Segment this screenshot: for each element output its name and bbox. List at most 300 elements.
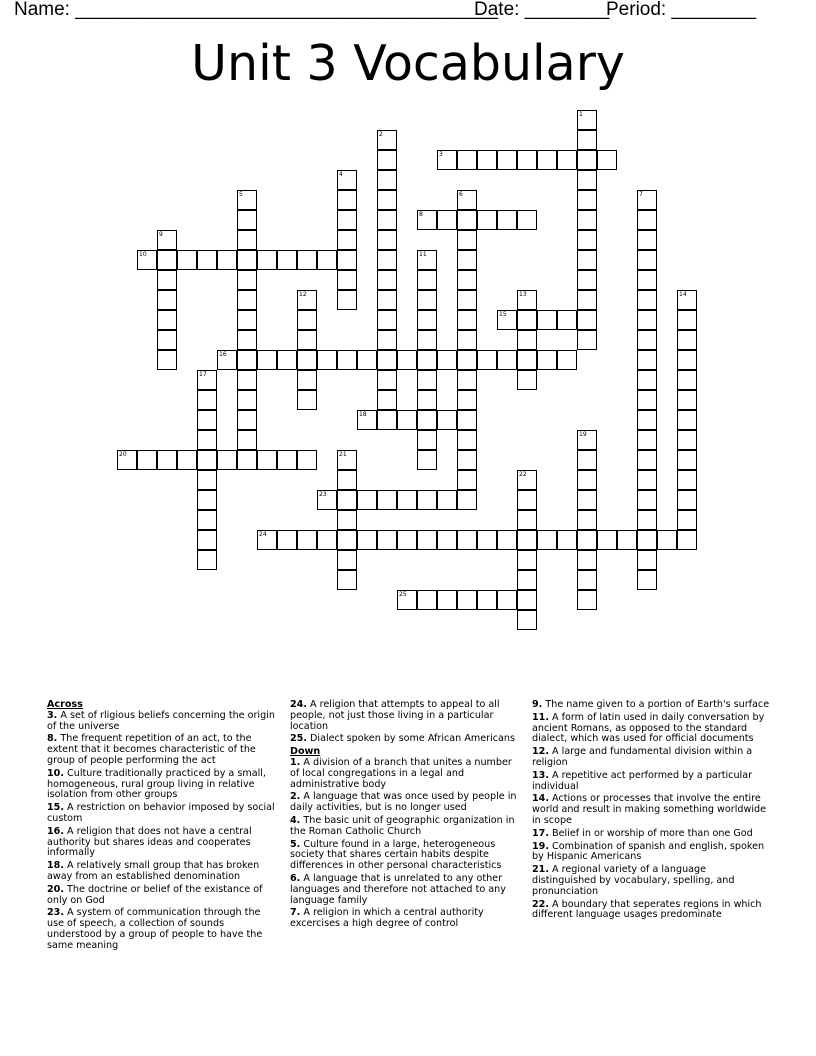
grid-cell[interactable] bbox=[477, 590, 497, 610]
clue-item-text: A repetitive act performed by a particular individual bbox=[532, 769, 753, 792]
grid-cell[interactable] bbox=[157, 350, 177, 370]
grid-cell[interactable] bbox=[417, 430, 437, 450]
clue-item bbox=[47, 769, 279, 801]
grid-cell[interactable] bbox=[417, 370, 437, 390]
grid-cell[interactable] bbox=[577, 110, 597, 130]
grid-cell[interactable] bbox=[577, 330, 597, 350]
grid-cell[interactable] bbox=[197, 490, 217, 510]
grid-cell[interactable] bbox=[417, 270, 437, 290]
grid-cell[interactable] bbox=[577, 270, 597, 290]
grid-cell[interactable] bbox=[337, 290, 357, 310]
clue-number: 18 bbox=[359, 411, 367, 418]
grid-cell[interactable] bbox=[157, 330, 177, 350]
grid-cell[interactable] bbox=[237, 390, 257, 410]
grid-cell[interactable] bbox=[417, 330, 437, 350]
grid-cell[interactable] bbox=[417, 350, 437, 370]
grid-cell[interactable] bbox=[237, 310, 257, 330]
grid-cell[interactable] bbox=[577, 550, 597, 570]
grid-cell[interactable] bbox=[297, 310, 317, 330]
grid-cell[interactable] bbox=[337, 210, 357, 230]
grid-cell[interactable] bbox=[577, 490, 597, 510]
clue-item-number: 13. bbox=[532, 769, 549, 781]
grid-cell[interactable] bbox=[297, 250, 317, 270]
grid-cell[interactable] bbox=[497, 590, 517, 610]
grid-cell[interactable] bbox=[637, 570, 657, 590]
clue-number: 25 bbox=[399, 591, 407, 598]
grid-cell[interactable] bbox=[317, 530, 337, 550]
grid-cell[interactable] bbox=[497, 210, 517, 230]
grid-cell[interactable] bbox=[377, 250, 397, 270]
grid-cell[interactable] bbox=[457, 590, 477, 610]
grid-cell[interactable] bbox=[237, 230, 257, 250]
grid-cell[interactable] bbox=[277, 250, 297, 270]
clue-item-number: 6. bbox=[290, 872, 301, 884]
grid-cell[interactable] bbox=[197, 390, 217, 410]
grid-cell[interactable] bbox=[517, 530, 537, 550]
grid-cell[interactable] bbox=[377, 230, 397, 250]
grid-cell[interactable] bbox=[497, 350, 517, 370]
grid-cell[interactable] bbox=[457, 310, 477, 330]
grid-cell[interactable] bbox=[457, 490, 477, 510]
grid-cell[interactable] bbox=[477, 210, 497, 230]
clue-item-text: The basic unit of geographic organization in the Roman Catholic Church bbox=[290, 814, 515, 837]
grid-cell[interactable] bbox=[637, 310, 657, 330]
grid-cell[interactable] bbox=[397, 530, 417, 550]
grid-cell[interactable] bbox=[457, 210, 477, 230]
grid-cell[interactable] bbox=[577, 130, 597, 150]
grid-cell[interactable] bbox=[637, 330, 657, 350]
grid-cell[interactable] bbox=[457, 270, 477, 290]
grid-cell[interactable] bbox=[437, 350, 457, 370]
grid-cell[interactable] bbox=[237, 410, 257, 430]
grid-cell[interactable] bbox=[137, 250, 157, 270]
grid-cell[interactable] bbox=[257, 530, 277, 550]
grid-cell[interactable] bbox=[677, 530, 697, 550]
grid-cell[interactable] bbox=[197, 250, 217, 270]
grid-cell[interactable] bbox=[137, 450, 157, 470]
grid-cell[interactable] bbox=[257, 350, 277, 370]
grid-cell[interactable] bbox=[517, 470, 537, 490]
grid-cell[interactable] bbox=[237, 210, 257, 230]
clues-column-3 bbox=[532, 700, 770, 923]
grid-cell[interactable] bbox=[457, 430, 477, 450]
grid-cell[interactable] bbox=[457, 370, 477, 390]
grid-cell[interactable] bbox=[237, 330, 257, 350]
grid-cell[interactable] bbox=[457, 150, 477, 170]
grid-cell[interactable] bbox=[297, 350, 317, 370]
grid-cell[interactable] bbox=[437, 150, 457, 170]
clue-item-text: A religion in which a central authority excercises a high degree of control bbox=[290, 907, 484, 930]
clue-item-number: 18. bbox=[47, 860, 64, 872]
grid-cell[interactable] bbox=[537, 530, 557, 550]
grid-cell[interactable] bbox=[357, 350, 377, 370]
grid-cell[interactable] bbox=[637, 350, 657, 370]
grid-cell[interactable] bbox=[297, 330, 317, 350]
grid-cell[interactable] bbox=[677, 350, 697, 370]
grid-cell[interactable] bbox=[237, 290, 257, 310]
grid-cell[interactable] bbox=[637, 210, 657, 230]
clue-item bbox=[532, 747, 770, 769]
grid-cell[interactable] bbox=[517, 150, 537, 170]
grid-cell[interactable] bbox=[517, 290, 537, 310]
clue-number: 16 bbox=[219, 351, 227, 358]
grid-cell[interactable] bbox=[157, 230, 177, 250]
clue-item bbox=[47, 861, 279, 883]
clue-item bbox=[532, 713, 770, 745]
grid-cell[interactable] bbox=[577, 250, 597, 270]
clue-item bbox=[47, 827, 279, 859]
grid-cell[interactable] bbox=[157, 310, 177, 330]
grid-cell[interactable] bbox=[497, 530, 517, 550]
grid-cell[interactable] bbox=[677, 390, 697, 410]
grid-cell[interactable] bbox=[517, 310, 537, 330]
clue-item-text: Belief in or worship of more than one God bbox=[549, 827, 753, 839]
grid-cell[interactable] bbox=[637, 250, 657, 270]
grid-cell[interactable] bbox=[457, 450, 477, 470]
grid-cell[interactable] bbox=[517, 330, 537, 350]
grid-cell[interactable] bbox=[197, 370, 217, 390]
name-field[interactable]: Name: ________________________________________ bbox=[14, 0, 498, 20]
grid-cell[interactable] bbox=[577, 210, 597, 230]
grid-cell[interactable] bbox=[197, 550, 217, 570]
grid-cell[interactable] bbox=[577, 150, 597, 170]
clue-number: 14 bbox=[679, 291, 687, 298]
grid-cell[interactable] bbox=[297, 390, 317, 410]
grid-cell[interactable] bbox=[377, 410, 397, 430]
grid-cell[interactable] bbox=[517, 510, 537, 530]
grid-cell[interactable] bbox=[497, 150, 517, 170]
grid-cell[interactable] bbox=[637, 550, 657, 570]
grid-cell[interactable] bbox=[397, 590, 417, 610]
clue-number: 11 bbox=[419, 251, 427, 258]
grid-cell[interactable] bbox=[457, 190, 477, 210]
grid-cell[interactable] bbox=[377, 370, 397, 390]
clue-item bbox=[532, 865, 770, 897]
grid-cell[interactable] bbox=[637, 470, 657, 490]
page-title: Unit 3 Vocabulary bbox=[191, 35, 625, 92]
grid-cell[interactable] bbox=[557, 150, 577, 170]
grid-cell[interactable] bbox=[637, 290, 657, 310]
grid-cell[interactable] bbox=[517, 490, 537, 510]
grid-cell[interactable] bbox=[677, 450, 697, 470]
grid-cell[interactable] bbox=[417, 250, 437, 270]
grid-cell[interactable] bbox=[577, 470, 597, 490]
grid-cell[interactable] bbox=[677, 330, 697, 350]
clue-item bbox=[290, 908, 522, 930]
grid-cell[interactable] bbox=[397, 490, 417, 510]
grid-cell[interactable] bbox=[577, 230, 597, 250]
grid-cell[interactable] bbox=[337, 490, 357, 510]
grid-cell[interactable] bbox=[277, 530, 297, 550]
grid-cell[interactable] bbox=[577, 290, 597, 310]
grid-cell[interactable] bbox=[417, 290, 437, 310]
clue-number: 9 bbox=[159, 231, 163, 238]
grid-cell[interactable] bbox=[457, 250, 477, 270]
clue-item-text: A relatively small group that has broken away from an established denomination bbox=[47, 860, 260, 882]
grid-cell[interactable] bbox=[677, 470, 697, 490]
grid-cell[interactable] bbox=[157, 290, 177, 310]
grid-cell[interactable] bbox=[277, 350, 297, 370]
clue-item bbox=[47, 908, 279, 951]
grid-cell[interactable] bbox=[557, 310, 577, 330]
clue-item-text: A regional variety of a language distinguished by vocabulary, spelling, and pronunciation bbox=[532, 864, 735, 897]
grid-cell[interactable] bbox=[377, 150, 397, 170]
grid-cell[interactable] bbox=[457, 470, 477, 490]
grid-cell[interactable] bbox=[337, 270, 357, 290]
grid-cell[interactable] bbox=[577, 570, 597, 590]
across-heading: Across bbox=[47, 699, 83, 710]
grid-cell[interactable] bbox=[637, 410, 657, 430]
clue-number: 3 bbox=[439, 151, 443, 158]
clue-number: 20 bbox=[119, 451, 127, 458]
grid-cell[interactable] bbox=[517, 610, 537, 630]
clue-item-number: 25. bbox=[290, 733, 307, 745]
grid-cell[interactable] bbox=[577, 190, 597, 210]
grid-cell[interactable] bbox=[377, 210, 397, 230]
grid-cell[interactable] bbox=[337, 190, 357, 210]
grid-cell[interactable] bbox=[637, 190, 657, 210]
grid-cell[interactable] bbox=[217, 350, 237, 370]
grid-cell[interactable] bbox=[377, 270, 397, 290]
clue-number: 23 bbox=[319, 491, 327, 498]
grid-cell[interactable] bbox=[237, 190, 257, 210]
grid-cell[interactable] bbox=[177, 450, 197, 470]
clue-item-number: 14. bbox=[532, 793, 549, 805]
clue-item-number: 11. bbox=[532, 711, 549, 723]
grid-cell[interactable] bbox=[417, 310, 437, 330]
grid-cell[interactable] bbox=[157, 250, 177, 270]
grid-cell[interactable] bbox=[397, 350, 417, 370]
grid-cell[interactable] bbox=[457, 330, 477, 350]
grid-cell[interactable] bbox=[457, 530, 477, 550]
grid-cell[interactable] bbox=[577, 170, 597, 190]
grid-cell[interactable] bbox=[517, 370, 537, 390]
grid-cell[interactable] bbox=[637, 510, 657, 530]
grid-cell[interactable] bbox=[237, 270, 257, 290]
grid-cell[interactable] bbox=[637, 530, 657, 550]
grid-cell[interactable] bbox=[457, 390, 477, 410]
grid-cell[interactable] bbox=[177, 250, 197, 270]
clue-item-text: The name given to a portion of Earth's surface bbox=[542, 699, 770, 710]
grid-cell[interactable] bbox=[577, 450, 597, 470]
clue-number: 8 bbox=[419, 211, 423, 218]
date-field[interactable]: Date: ________ bbox=[474, 0, 610, 20]
grid-cell[interactable] bbox=[397, 410, 417, 430]
grid-cell[interactable] bbox=[357, 490, 377, 510]
grid-cell[interactable] bbox=[297, 290, 317, 310]
grid-cell[interactable] bbox=[377, 490, 397, 510]
grid-cell[interactable] bbox=[597, 150, 617, 170]
clue-item-text: Combination of spanish and english, spoken by Hispanic Americans bbox=[532, 840, 765, 863]
grid-cell[interactable] bbox=[257, 250, 277, 270]
grid-cell[interactable] bbox=[637, 390, 657, 410]
clue-number: 2 bbox=[379, 131, 383, 138]
grid-cell[interactable] bbox=[637, 450, 657, 470]
grid-cell[interactable] bbox=[317, 490, 337, 510]
grid-cell[interactable] bbox=[677, 290, 697, 310]
grid-cell[interactable] bbox=[377, 330, 397, 350]
grid-cell[interactable] bbox=[437, 210, 457, 230]
grid-cell[interactable] bbox=[197, 450, 217, 470]
grid-cell[interactable] bbox=[197, 470, 217, 490]
grid-cell[interactable] bbox=[237, 450, 257, 470]
period-field[interactable]: Period: ________ bbox=[606, 0, 757, 20]
grid-cell[interactable] bbox=[637, 370, 657, 390]
grid-cell[interactable] bbox=[637, 270, 657, 290]
grid-cell[interactable] bbox=[677, 490, 697, 510]
grid-cell[interactable] bbox=[557, 530, 577, 550]
grid-cell[interactable] bbox=[457, 290, 477, 310]
grid-cell[interactable] bbox=[537, 350, 557, 370]
grid-cell[interactable] bbox=[417, 590, 437, 610]
grid-cell[interactable] bbox=[197, 430, 217, 450]
clue-item bbox=[290, 840, 522, 872]
clue-number: 19 bbox=[579, 431, 587, 438]
grid-cell[interactable] bbox=[417, 390, 437, 410]
grid-cell[interactable] bbox=[417, 210, 437, 230]
grid-cell[interactable] bbox=[377, 170, 397, 190]
grid-cell[interactable] bbox=[517, 590, 537, 610]
grid-cell[interactable] bbox=[437, 490, 457, 510]
clue-item-text: The frequent repetition of an act, to the extent that it becomes characteristic of the group of people performing the act bbox=[47, 733, 256, 766]
grid-cell[interactable] bbox=[577, 430, 597, 450]
grid-cell[interactable] bbox=[417, 490, 437, 510]
grid-cell[interactable] bbox=[577, 590, 597, 610]
grid-cell[interactable] bbox=[517, 550, 537, 570]
grid-cell[interactable] bbox=[577, 510, 597, 530]
grid-cell[interactable] bbox=[617, 530, 637, 550]
grid-cell[interactable] bbox=[597, 530, 617, 550]
grid-cell[interactable] bbox=[317, 350, 337, 370]
grid-cell[interactable] bbox=[157, 270, 177, 290]
grid-cell[interactable] bbox=[337, 450, 357, 470]
grid-cell[interactable] bbox=[517, 570, 537, 590]
clue-item-number: 5. bbox=[290, 838, 301, 850]
grid-cell[interactable] bbox=[217, 250, 237, 270]
grid-cell[interactable] bbox=[417, 410, 437, 430]
clue-item-number: 24. bbox=[290, 699, 307, 710]
grid-cell[interactable] bbox=[337, 170, 357, 190]
clue-item-number: 3. bbox=[47, 709, 58, 721]
grid-cell[interactable] bbox=[357, 410, 377, 430]
grid-cell[interactable] bbox=[517, 350, 537, 370]
grid-cell[interactable] bbox=[637, 230, 657, 250]
clue-item-text: Dialect spoken by some African Americans bbox=[307, 733, 515, 745]
grid-cell[interactable] bbox=[417, 450, 437, 470]
grid-cell[interactable] bbox=[117, 450, 137, 470]
grid-cell[interactable] bbox=[337, 230, 357, 250]
grid-cell[interactable] bbox=[257, 450, 277, 470]
grid-cell[interactable] bbox=[317, 250, 337, 270]
grid-cell[interactable] bbox=[337, 250, 357, 270]
grid-cell[interactable] bbox=[677, 430, 697, 450]
clue-item bbox=[47, 803, 279, 825]
grid-cell[interactable] bbox=[377, 190, 397, 210]
grid-cell[interactable] bbox=[377, 310, 397, 330]
clue-item bbox=[532, 771, 770, 793]
grid-cell[interactable] bbox=[677, 510, 697, 530]
grid-cell[interactable] bbox=[637, 430, 657, 450]
grid-cell[interactable] bbox=[337, 530, 357, 550]
grid-cell[interactable] bbox=[557, 350, 577, 370]
grid-cell[interactable] bbox=[337, 470, 357, 490]
grid-cell[interactable] bbox=[437, 530, 457, 550]
grid-cell[interactable] bbox=[537, 150, 557, 170]
grid-cell[interactable] bbox=[457, 230, 477, 250]
clue-item-text: A form of latin used in daily conversation by ancient Romans, as opposed to the standard dialect, which was used for official documents bbox=[532, 711, 765, 745]
grid-cell[interactable] bbox=[237, 250, 257, 270]
clue-number: 1 bbox=[579, 111, 583, 118]
grid-cell[interactable] bbox=[577, 530, 597, 550]
grid-cell[interactable] bbox=[677, 370, 697, 390]
grid-cell[interactable] bbox=[657, 530, 677, 550]
grid-cell[interactable] bbox=[677, 410, 697, 430]
grid-cell[interactable] bbox=[197, 510, 217, 530]
grid-cell[interactable] bbox=[237, 370, 257, 390]
grid-cell[interactable] bbox=[377, 130, 397, 150]
grid-cell[interactable] bbox=[337, 510, 357, 530]
grid-cell[interactable] bbox=[517, 210, 537, 230]
grid-cell[interactable] bbox=[497, 310, 517, 330]
grid-cell[interactable] bbox=[417, 530, 437, 550]
clue-item-number: 4. bbox=[290, 814, 301, 826]
grid-cell[interactable] bbox=[677, 310, 697, 330]
grid-cell[interactable] bbox=[197, 410, 217, 430]
grid-cell[interactable] bbox=[237, 350, 257, 370]
clue-number: 13 bbox=[519, 291, 527, 298]
grid-cell[interactable] bbox=[477, 530, 497, 550]
grid-cell[interactable] bbox=[197, 530, 217, 550]
clue-number: 12 bbox=[299, 291, 307, 298]
grid-cell[interactable] bbox=[337, 550, 357, 570]
grid-cell[interactable] bbox=[217, 450, 237, 470]
clue-item bbox=[532, 829, 770, 840]
clue-item-number: 21. bbox=[532, 864, 549, 876]
grid-cell[interactable] bbox=[437, 410, 457, 430]
grid-cell[interactable] bbox=[277, 450, 297, 470]
grid-cell[interactable] bbox=[157, 450, 177, 470]
grid-cell[interactable] bbox=[337, 570, 357, 590]
grid-cell[interactable] bbox=[477, 350, 497, 370]
grid-cell[interactable] bbox=[337, 350, 357, 370]
grid-cell[interactable] bbox=[297, 530, 317, 550]
grid-cell[interactable] bbox=[377, 350, 397, 370]
clue-item-text: A restriction on behavior imposed by social custom bbox=[47, 802, 275, 824]
grid-cell[interactable] bbox=[577, 310, 597, 330]
clue-item bbox=[532, 900, 770, 922]
grid-cell[interactable] bbox=[237, 430, 257, 450]
grid-cell[interactable] bbox=[477, 150, 497, 170]
clue-number: 7 bbox=[639, 191, 643, 198]
clue-item-number: 10. bbox=[47, 767, 64, 779]
clue-item-text: Culture traditionally practiced by a small, homogeneous, rural group living in relative isolation from other groups bbox=[47, 767, 266, 801]
grid-cell[interactable] bbox=[377, 390, 397, 410]
clues-column-2 bbox=[290, 700, 522, 932]
grid-cell[interactable] bbox=[457, 350, 477, 370]
grid-cell[interactable] bbox=[377, 530, 397, 550]
grid-cell[interactable] bbox=[437, 590, 457, 610]
grid-cell[interactable] bbox=[537, 310, 557, 330]
grid-cell[interactable] bbox=[297, 370, 317, 390]
grid-cell[interactable] bbox=[357, 530, 377, 550]
grid-cell[interactable] bbox=[637, 490, 657, 510]
grid-cell[interactable] bbox=[457, 410, 477, 430]
clue-number: 6 bbox=[459, 191, 463, 198]
clue-item-text: A language that was once used by people in daily activities, but is no longer used bbox=[290, 791, 517, 814]
grid-cell[interactable] bbox=[297, 450, 317, 470]
grid-cell[interactable] bbox=[377, 290, 397, 310]
clue-item-text: A division of a branch that unites a number of local congregations in a legal and administrative body bbox=[290, 756, 512, 790]
